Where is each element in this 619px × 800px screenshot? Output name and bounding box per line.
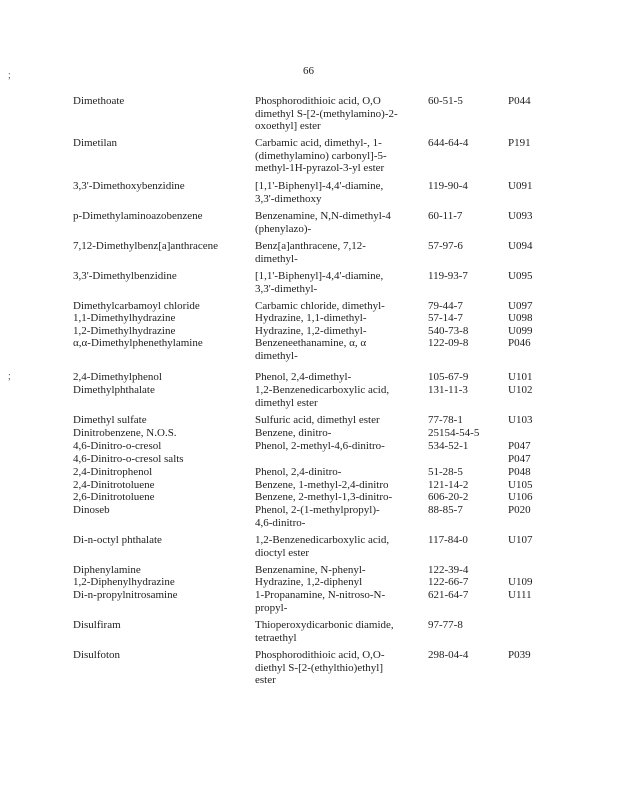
chemical-name: 3,3'-Dimethylbenzidine bbox=[73, 270, 177, 282]
waste-code: U099 bbox=[508, 325, 533, 337]
waste-code: U102 bbox=[508, 384, 533, 396]
chemical-name: 7,12-Dimethylbenz[a]anthracene bbox=[73, 240, 219, 252]
synonym-cell bbox=[255, 371, 425, 384]
synonym-cell bbox=[255, 312, 425, 325]
chemical-name: α,α-Dimethylphenethylamine bbox=[73, 337, 203, 349]
waste-code: P020 bbox=[508, 504, 531, 516]
synonym-cell bbox=[255, 414, 425, 427]
synonym-cell bbox=[255, 180, 425, 205]
waste-code: P044 bbox=[508, 95, 531, 107]
chemical-name: Dimethoate bbox=[73, 95, 125, 107]
waste-code: U106 bbox=[508, 491, 533, 503]
synonym-line: Carbamic acid, dimethyl-, 1- bbox=[255, 137, 382, 149]
synonym-cell bbox=[255, 440, 425, 453]
synonym-line: Thioperoxydicarbonic diamide, bbox=[255, 619, 394, 631]
margin-mark: ; bbox=[8, 70, 11, 81]
waste-code: U093 bbox=[508, 210, 533, 222]
cas-number: 57-97-6 bbox=[428, 240, 463, 252]
cas-number: 644-64-4 bbox=[428, 137, 469, 149]
synonym-cell bbox=[255, 491, 425, 504]
chemical-name: 1,1-Dimethylhydrazine bbox=[73, 312, 176, 324]
chemical-name: Dinitrobenzene, N.O.S. bbox=[73, 427, 177, 439]
synonym-cell bbox=[255, 649, 425, 687]
synonym-line: 3,3'-dimethyl- bbox=[255, 282, 318, 295]
synonym-cell bbox=[255, 325, 425, 338]
cas-number: 51-28-5 bbox=[428, 466, 463, 478]
chemical-name: Dimethylphthalate bbox=[73, 384, 155, 396]
synonym-cell bbox=[255, 504, 425, 529]
cas-number: 57-14-7 bbox=[428, 312, 463, 324]
margin-mark: ; bbox=[8, 371, 11, 382]
waste-code: U095 bbox=[508, 270, 533, 282]
synonym-line: 1,2-Benzenedicarboxylic acid, bbox=[255, 384, 390, 396]
waste-code: P039 bbox=[508, 649, 531, 661]
waste-code: U094 bbox=[508, 240, 533, 252]
synonym-cell bbox=[255, 300, 425, 313]
cas-number: 540-73-8 bbox=[428, 325, 469, 337]
synonym-cell bbox=[255, 564, 425, 577]
chemical-name: Di-n-propylnitrosamine bbox=[73, 589, 178, 601]
cas-number: 621-64-7 bbox=[428, 589, 469, 601]
synonym-line: Phosphorodithioic acid, O,O bbox=[255, 95, 381, 107]
synonym-line: Benzeneethanamine, α, α bbox=[255, 337, 367, 349]
synonym-line: dimethyl ester bbox=[255, 396, 318, 409]
synonym-cell bbox=[255, 384, 425, 409]
cas-number: 122-09-8 bbox=[428, 337, 469, 349]
synonym-line: Hydrazine, 1,2-dimethyl- bbox=[255, 325, 367, 337]
cas-number: 122-39-4 bbox=[428, 564, 469, 576]
chemical-name: Dimethylcarbamoyl chloride bbox=[73, 300, 200, 312]
chemical-name: 4,6-Dinitro-o-cresol bbox=[73, 440, 162, 452]
waste-code: P046 bbox=[508, 337, 531, 349]
cas-number: 60-51-5 bbox=[428, 95, 463, 107]
synonym-line: [1,1'-Biphenyl]-4,4'-diamine, bbox=[255, 270, 384, 282]
synonym-line: diethyl S-[2-(ethylthio)ethyl] bbox=[255, 661, 383, 674]
synonym-line: Phosphorodithioic acid, O,O- bbox=[255, 649, 385, 661]
synonym-cell bbox=[255, 427, 425, 440]
synonym-cell bbox=[255, 466, 425, 479]
synonym-line: Benzene, 1-methyl-2,4-dinitro bbox=[255, 479, 389, 491]
synonym-line: Benzenamine, N,N-dimethyl-4 bbox=[255, 210, 391, 222]
waste-code: U098 bbox=[508, 312, 533, 324]
chemical-name: Di-n-octyl phthalate bbox=[73, 534, 162, 546]
chemical-name: Dimethyl sulfate bbox=[73, 414, 147, 426]
chemical-name: 2,6-Dinitrotoluene bbox=[73, 491, 155, 503]
chemical-name: 1,2-Dimethylhydrazine bbox=[73, 325, 176, 337]
synonym-line: [1,1'-Biphenyl]-4,4'-diamine, bbox=[255, 180, 384, 192]
synonym-line: Phenol, 2,4-dinitro- bbox=[255, 466, 342, 478]
chemical-name: p-Dimethylaminoazobenzene bbox=[73, 210, 203, 222]
waste-code: U111 bbox=[508, 589, 532, 601]
cas-number: 298-04-4 bbox=[428, 649, 469, 661]
waste-code: U103 bbox=[508, 414, 533, 426]
synonym-cell bbox=[255, 479, 425, 492]
waste-code: U107 bbox=[508, 534, 533, 546]
cas-number: 77-78-1 bbox=[428, 414, 463, 426]
synonym-cell bbox=[255, 137, 425, 175]
synonym-line: methyl-1H-pyrazol-3-yl ester bbox=[255, 162, 385, 175]
cas-number: 79-44-7 bbox=[428, 300, 463, 312]
chemical-name: 1,2-Diphenylhydrazine bbox=[73, 576, 175, 588]
synonym-line: dimethyl- bbox=[255, 252, 298, 265]
synonym-line: Phenol, 2,4-dimethyl- bbox=[255, 371, 352, 383]
synonym-line: Benzene, 2-methyl-1,3-dinitro- bbox=[255, 491, 393, 503]
synonym-line: oxoethyl] ester bbox=[255, 120, 321, 133]
cas-number: 60-11-7 bbox=[428, 210, 463, 222]
cas-number: 122-66-7 bbox=[428, 576, 469, 588]
cas-number: 105-67-9 bbox=[428, 371, 469, 383]
synonym-cell bbox=[255, 337, 425, 362]
synonym-line: Phenol, 2-methyl-4,6-dinitro- bbox=[255, 440, 385, 452]
waste-code: P191 bbox=[508, 137, 531, 149]
cas-number: 97-77-8 bbox=[428, 619, 463, 631]
cas-number: 119-90-4 bbox=[428, 180, 468, 192]
synonym-line: 4,6-dinitro- bbox=[255, 516, 306, 529]
synonym-line: Carbamic chloride, dimethyl- bbox=[255, 300, 385, 312]
cas-number: 131-11-3 bbox=[428, 384, 468, 396]
waste-code: P047 bbox=[508, 440, 531, 452]
waste-code: P048 bbox=[508, 466, 531, 478]
page-number: 66 bbox=[303, 65, 314, 77]
synonym-line: Hydrazine, 1,2-diphenyl bbox=[255, 576, 363, 588]
synonym-cell bbox=[255, 270, 425, 295]
chemical-name: 2,4-Dinitrophenol bbox=[73, 466, 153, 478]
synonym-line: Benz[a]anthracene, 7,12- bbox=[255, 240, 366, 252]
waste-code: U097 bbox=[508, 300, 533, 312]
synonym-cell bbox=[255, 240, 425, 265]
synonym-line: (phenylazo)- bbox=[255, 222, 312, 235]
cas-number: 121-14-2 bbox=[428, 479, 469, 491]
synonym-line: Hydrazine, 1,1-dimethyl- bbox=[255, 312, 367, 324]
cas-number: 88-85-7 bbox=[428, 504, 463, 516]
synonym-line: Sulfuric acid, dimethyl ester bbox=[255, 414, 380, 426]
synonym-line: 3,3'-dimethoxy bbox=[255, 192, 322, 205]
synonym-line: dioctyl ester bbox=[255, 546, 310, 559]
synonym-line: dimethyl S-[2-(methylamino)-2- bbox=[255, 107, 398, 120]
synonym-line: ester bbox=[255, 674, 276, 687]
synonym-cell bbox=[255, 589, 425, 614]
synonym-cell bbox=[255, 210, 425, 235]
chemical-name: 2,4-Dimethylphenol bbox=[73, 371, 162, 383]
synonym-line: (dimethylamino) carbonyl]-5- bbox=[255, 149, 387, 162]
synonym-line: tetraethyl bbox=[255, 631, 297, 644]
synonym-line: dimethyl- bbox=[255, 349, 298, 362]
chemical-name: Dinoseb bbox=[73, 504, 110, 516]
cas-number: 25154-54-5 bbox=[428, 427, 480, 439]
cas-number: 119-93-7 bbox=[428, 270, 468, 282]
synonym-cell bbox=[255, 95, 425, 133]
synonym-cell bbox=[255, 534, 425, 559]
waste-code: U101 bbox=[508, 371, 533, 383]
synonym-cell bbox=[255, 619, 425, 644]
chemical-name: 2,4-Dinitrotoluene bbox=[73, 479, 155, 491]
cas-number: 117-84-0 bbox=[428, 534, 468, 546]
cas-number: 534-52-1 bbox=[428, 440, 469, 452]
synonym-line: propyl- bbox=[255, 601, 288, 614]
cas-number: 606-20-2 bbox=[428, 491, 469, 503]
synonym-line: 1,2-Benzenedicarboxylic acid, bbox=[255, 534, 390, 546]
synonym-line: Benzene, dinitro- bbox=[255, 427, 332, 439]
chemical-name: Diphenylamine bbox=[73, 564, 141, 576]
synonym-line: Phenol, 2-(1-methylpropyl)- bbox=[255, 504, 380, 516]
synonym-line: 1-Propanamine, N-nitroso-N- bbox=[255, 589, 386, 601]
waste-code: U091 bbox=[508, 180, 533, 192]
waste-code: P047 bbox=[508, 453, 531, 465]
chemical-name: 3,3'-Dimethoxybenzidine bbox=[73, 180, 185, 192]
chemical-name: Disulfiram bbox=[73, 619, 121, 631]
waste-code: U105 bbox=[508, 479, 533, 491]
synonym-cell bbox=[255, 576, 425, 589]
waste-code: U109 bbox=[508, 576, 533, 588]
chemical-name: 4,6-Dinitro-o-cresol salts bbox=[73, 453, 184, 465]
chemical-name: Disulfoton bbox=[73, 649, 121, 661]
chemical-name: Dimetilan bbox=[73, 137, 117, 149]
synonym-line: Benzenamine, N-phenyl- bbox=[255, 564, 366, 576]
